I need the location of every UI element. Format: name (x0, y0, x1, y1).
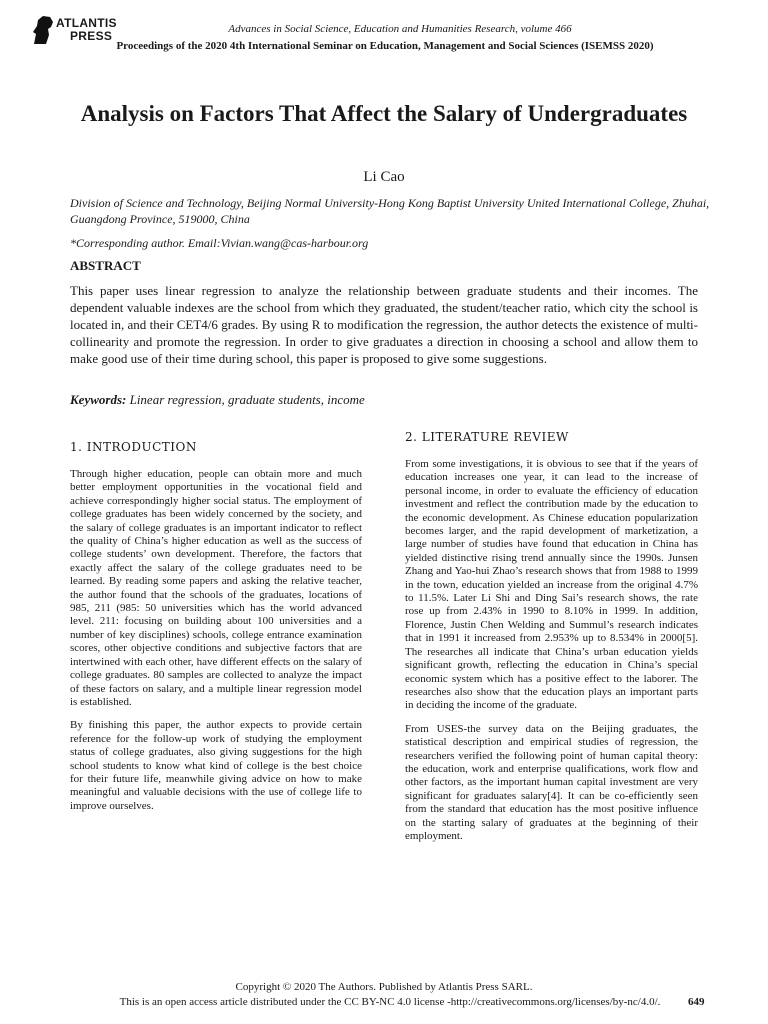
section-heading-introduction: 1. INTRODUCTION (70, 440, 197, 454)
abstract-text: This paper uses linear regression to analyze the relationship between graduate students and their incomes. The dependent valuable indexes are the school from which they graduated, the student/teacher ratio, which city the school is located in, and their CET4/6 grades. By using R to modification the regression, the author detects the existence of multi-collinearity and promote the regression. In order to give graduates a direction in choosing a school and allow them to make good use of their time during school, this paper is proposed to give some suggestions. (70, 283, 698, 366)
publisher-logo-icon (30, 14, 56, 46)
publisher-name-line2: PRESS (70, 29, 113, 43)
page-number: 649 (688, 996, 705, 1008)
literature-paragraph-1: From some investigations, it is obvious to see that if the years of education increases one year, it can lead to the increase of personal income, in order to evaluate the efficiency of education investment and reflect the contribution made by the education to the economic development. As Chinese education popularization becomes larger, and the rapid development of marketization, a large number of studies have found that education in China has yielded distinctive rising trend annually since the 1990s. Junsen Zhang and Yao-hui Zhao’s research shows that from 1988 to 1999 in the town, education yielded an increase from the original 4.7% to 11.5%. Later Li Shi and Ding Sai’s research shows, the rate rose up from 2.43% in 1990 to 8.10% in 1999. In addition, Florence, Justin Chen Welding and Summul’s research indicates that in 1991 it increased from 2.953% up to 8.534% in 2000[5]. The researches all indicate that China’s urban education yields significant growth, reflecting the education in China’s special economic system which has a positive effect to the laborer. The researches also show that the education plays an important parts in deciding the income of the graduate. (405, 458, 698, 712)
literature-paragraph-2: From USES-the survey data on the Beijing graduates, the statistical description and empirical studies of regression, the researchers verified the following point of human capital theory: the education, work and enterprise qualifications, work flow and other factors, as the important human capital investment are very significant for graduates salary[4]. It can be co-efficiently seen from the standard that education has the most positive influence on the starting salary of graduates at the beginning of their employment. (405, 722, 698, 842)
paper-title: Analysis on Factors That Affect the Salary of Undergraduates (80, 101, 688, 126)
author-affiliation: Division of Science and Technology, Beijing Normal University-Hong Kong Baptist University United International College, Zhuhai, Guangdong Province, 519000, China (70, 196, 710, 226)
paper-author: Li Cao (363, 169, 405, 185)
license-notice: This is an open access article distributed under the CC BY-NC 4.0 license -http://creativecommons.org/licenses/by-nc/4.0/. (119, 996, 661, 1008)
abstract-heading: ABSTRACT (70, 258, 141, 273)
intro-paragraph-2: By finishing this paper, the author expects to provide certain reference for the follow-up work of studying the employment status of college graduates, also giving suggestions for the high school students to know what kind of college is the best choice for their future life, meanwhile giving advice on how to make meaningful and valuable decisions with the use of college life to improve ourselves. (70, 719, 362, 812)
publisher-name-line1: ATLANTIS (56, 16, 117, 30)
keywords-label: Keywords: (70, 392, 127, 407)
section-heading-literature-review: 2. LITERATURE REVIEW (405, 430, 569, 444)
keywords-text: Linear regression, graduate students, income (129, 392, 365, 407)
intro-paragraph-1: Through higher education, people can obtain more and much better employment opportunities in the vocational field and achieve correspondingly higher social status. The employment of college graduates has been widely concerned by the society, and the salary of college graduates is an important indicator to reflect the quality of China’s higher education as well as the success of college students’ own development. Therefore, the factors that exactly affect the salary of the college graduates need to be learned. By reading some papers and asking the relative teacher, the author found that the schools of the graduates, locations of 985, 211 (985: 50 universities which has the world advanced level. 211: focusing on building about 100 universities and a number of key disciplines) schools, college entrance examination scores, other objective conditions and subjective factors that are intertwined with each other, have different effects on the salary of college graduates. 80 samples are collected to analyze the impact of these factors on salary, and a multiple linear regression model is established. (70, 468, 362, 708)
keywords (70, 392, 698, 408)
left-column (70, 440, 362, 823)
copyright-notice: Copyright © 2020 The Authors. Published by Atlantis Press SARL. (235, 981, 533, 993)
journal-header: Advances in Social Science, Education and Humanities Research, volume 466 (228, 23, 572, 35)
proceedings-header: Proceedings of the 2020 4th International Seminar on Education, Management and Social Sciences (ISEMSS 2020) (116, 40, 654, 52)
right-column (405, 430, 698, 853)
corresponding-author: *Corresponding author. Email:Vivian.wang@cas-harbour.org (70, 236, 369, 250)
